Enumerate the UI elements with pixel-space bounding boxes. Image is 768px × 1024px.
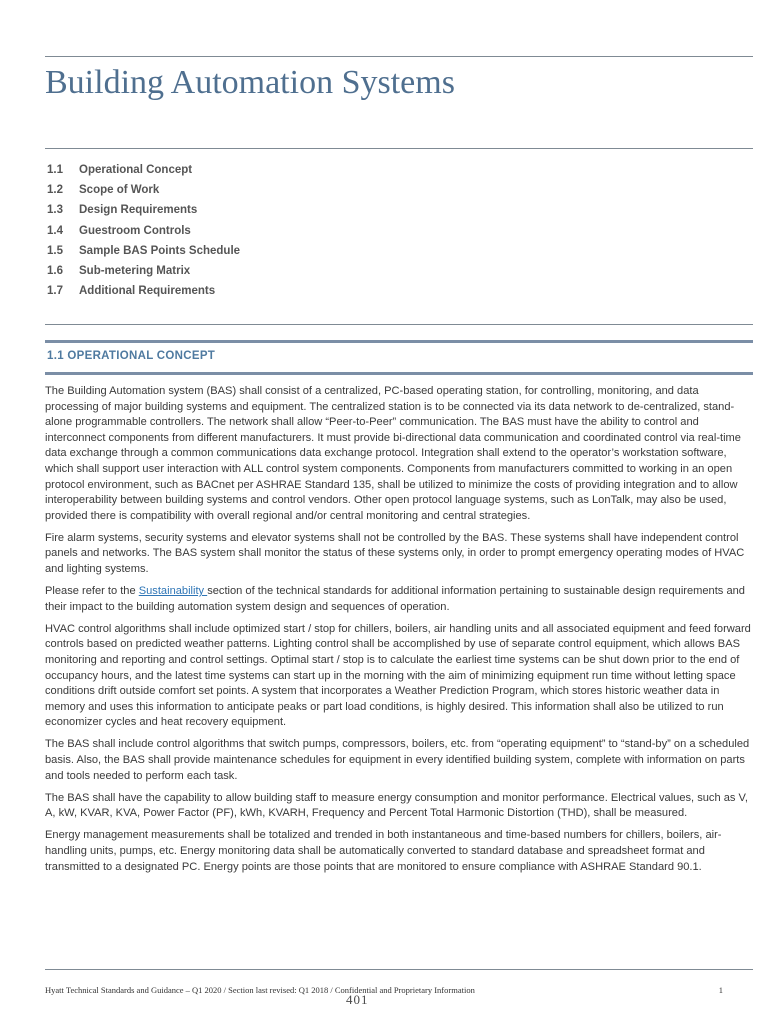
footer-text: Hyatt Technical Standards and Guidance – Q1 2020 / Section last revised: Q1 2018 / Confidential and Proprietary Information [45,985,475,995]
paragraph: The BAS shall have the capability to allow building staff to measure energy consumption and monitor performance. Electrical values, such as V, A, kW, KVAR, KVA, Power Factor (PF), kWh, KVARH, Frequency and Percent Total Harmonic Distortion (THD), shall be measured. [45,791,748,820]
toc-label: Operational Concept [79,164,193,177]
toc-item[interactable] [47,281,240,301]
page-number: 401 [346,992,369,1007]
table-of-contents [47,160,240,301]
toc-item[interactable] [47,160,240,180]
toc-rule [45,324,753,325]
paragraph-text: section of the technical standards for additional information pertaining to sustainable design requirements and their impact to the building automation system design and sequences of operation. [45,585,745,613]
toc-item[interactable] [47,180,240,200]
section-bottom-bar [45,372,753,375]
paragraph: HVAC control algorithms shall include optimized start / stop for chillers, boilers, air handling units and all associated equipment and feed forward controls based on predicted weather patterns. Lighting control shall be accomplished by use of separate control equipment, which allows BAS monitoring and reporting and control settings. Optimal start / stop is to calculate the earliest time systems can be shut down prior to the end of occupancy hours, and the latest time systems can start up in the morning with the aim of minimizing equipment run time without letting space conditions drift outside comfort set points. A system that incorporates a Weather Prediction Program, which stores historic weather data in memory and uses this information to anticipate peaks or part load conditions, is highly desired. This information shall also be utilized to run economizer cycles and heat recovery equipment. [45,622,751,729]
sustainability-link[interactable]: Sustainability [138,585,208,598]
paragraph-text: Please refer to the [45,585,139,598]
toc-label: Sub-metering Matrix [79,265,191,278]
toc-item[interactable] [47,241,240,261]
footer-rule [45,969,753,970]
section-heading: 1.1 OPERATIONAL CONCEPT [47,350,216,362]
toc-label: Sample BAS Points Schedule [79,244,241,257]
toc-item[interactable] [47,200,240,220]
paragraph [45,584,753,615]
toc-number: 1.3 [47,204,63,217]
section-body [45,384,753,882]
toc-item[interactable] [47,261,240,281]
title-rule [45,148,753,149]
section-top-bar [45,340,753,343]
paragraph: Energy management measurements shall be totalized and trended in both instantaneous and time-based numbers for chillers, boilers, air-handling units, pumps, etc. Energy monitoring data shall be automatically converted to standard database and spreadsheet format and transmitted to a designated PC. Energy points are those points that are monitored to ensure compliance with ASHRAE Standard 90.1. [45,829,722,873]
toc-label: Design Requirements [79,204,198,217]
paragraph: Fire alarm systems, security systems and elevator systems shall not be controlled by the BAS. These systems shall have independent control panels and networks. The BAS system shall monitor the status of these systems only, in order to prompt emergency operating modes of HVAC and lighting systems. [45,531,745,576]
footer-page: 1 [718,985,723,995]
paragraph: The BAS shall include control algorithms that switch pumps, compressors, boilers, etc. from “operating equipment” to “stand-by” on a scheduled basis. Also, the BAS shall provide maintenance schedules for equipment in every identified building system, complete with information on parts and tools needed to perform each task. [45,738,750,782]
toc-number: 1.4 [47,224,63,237]
toc-number: 1.2 [47,184,63,197]
toc-number: 1.1 [47,164,63,177]
toc-label: Additional Requirements [79,285,216,298]
toc-label: Guestroom Controls [79,224,191,237]
toc-number: 1.6 [47,265,63,278]
toc-item[interactable] [47,221,240,241]
toc-number: 1.7 [47,285,63,298]
top-rule [45,56,753,57]
paragraph: The Building Automation system (BAS) shall consist of a centralized, PC-based operating station, for controlling, monitoring, and data processing of major building systems and equipment. The centralized station is to be connected via its data network to de-centralized, stand-alone programmable controllers. The network shall allow “Peer-to-Peer” communication. The BAS must have the ability to control and interconnect components from different manufacturers. It must provide bi-directional data communication and coordinated control via real-time data exchange through a common communications data exchange protocol. Integration shall extend to the operator’s workstation software, which shall support user interaction with ALL control system components. Components from manufacturers committed to working in an open protocol environment, such as BACnet per ASHRAE Standard 135, shall be utilized to minimize the costs of providing integration and to allow interoperability between building systems and control vendors. Other open protocol language systems, such as LonTalk, may also be used, provided there is compatibility with overall regional and/or central monitoring and central strategies. [45,385,741,522]
toc-label: Scope of Work [79,184,160,197]
toc-number: 1.5 [47,244,63,257]
page-title: Building Automation Systems [45,64,455,101]
